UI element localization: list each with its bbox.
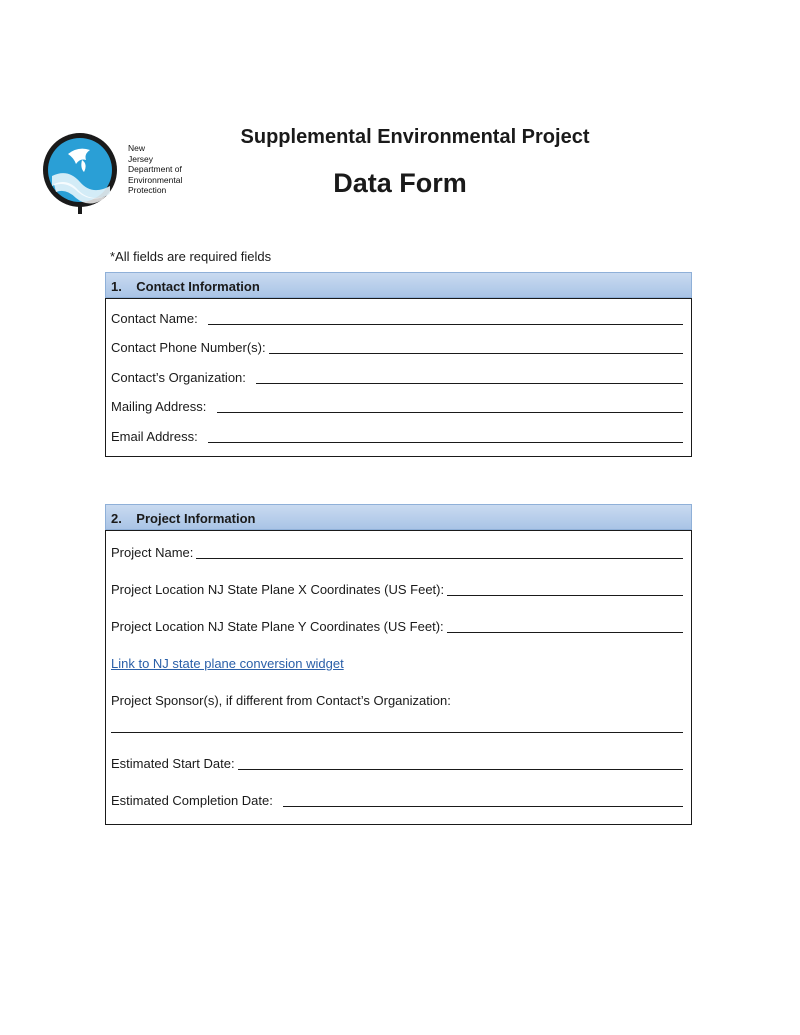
section-project-information-header: 2. Project Information — [105, 504, 692, 530]
project-name-field[interactable]: Project Name: — [111, 543, 683, 561]
conversion-widget-link[interactable]: Link to NJ state plane conversion widget — [111, 656, 344, 671]
section-contact-information — [105, 298, 692, 457]
document-subtitle: Data Form — [333, 168, 467, 198]
project-sponsor-input-line[interactable] — [111, 732, 683, 733]
contact-name-input-line[interactable] — [208, 323, 683, 325]
project-sponsor-label: Project Sponsor(s), if different from Contact’s Organization: — [111, 693, 451, 708]
project-name-input-line[interactable] — [196, 557, 683, 559]
project-x-coordinates-input-line[interactable] — [447, 594, 683, 596]
required-fields-note: *All fields are required fields — [110, 249, 272, 264]
project-y-coordinates-input-line[interactable] — [447, 631, 683, 633]
estimated-completion-date-field[interactable]: Estimated Completion Date: — [111, 791, 683, 809]
mailing-address-field[interactable]: Mailing Address: — [111, 397, 683, 415]
project-x-coordinates-field[interactable]: Project Location NJ State Plane X Coordinates (US Feet): — [111, 580, 683, 598]
document-title: Supplemental Environmental Project — [240, 126, 590, 148]
estimated-start-date-input-line[interactable] — [238, 768, 683, 770]
section-contact-information-header: 1. Contact Information — [105, 272, 692, 298]
contact-phone-field[interactable]: Contact Phone Number(s): — [111, 338, 683, 356]
contact-phone-input-line[interactable] — [269, 352, 683, 354]
project-y-coordinates-field[interactable]: Project Location NJ State Plane Y Coordinates (US Feet): — [111, 617, 683, 635]
mailing-address-input-line[interactable] — [217, 411, 683, 413]
estimated-completion-date-input-line[interactable] — [283, 805, 683, 807]
contact-organization-input-line[interactable] — [256, 382, 683, 384]
estimated-start-date-field[interactable]: Estimated Start Date: — [111, 754, 683, 772]
email-address-field[interactable]: Email Address: — [111, 427, 683, 445]
section-project-information — [105, 530, 692, 825]
email-address-input-line[interactable] — [208, 441, 683, 443]
logo-agency-name: New Jersey Department of Environmental Protection — [128, 143, 183, 195]
contact-organization-field[interactable]: Contact’s Organization: — [111, 368, 683, 386]
contact-name-field[interactable]: Contact Name: — [111, 309, 683, 327]
